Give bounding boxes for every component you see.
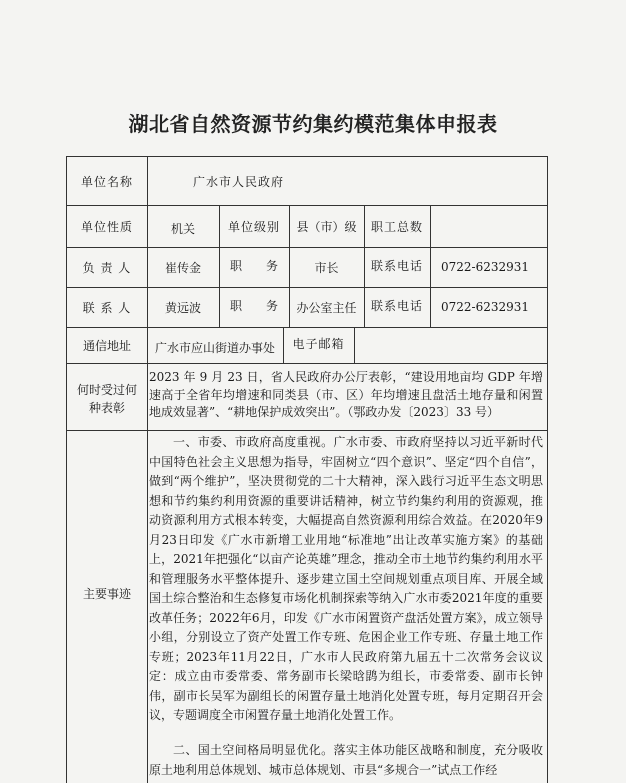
commendation-label: 何时受过何种表彰 bbox=[77, 383, 138, 415]
leader-post-label: 职 务 bbox=[229, 258, 278, 273]
leader-phone-value: 0722-6232931 bbox=[441, 260, 530, 274]
unit-nature-label: 单位性质 bbox=[80, 219, 133, 234]
address-value: 广水市应山街道办事处 bbox=[154, 340, 275, 355]
contact-post-label: 职 务 bbox=[229, 298, 278, 313]
unit-nature-value: 机关 bbox=[170, 221, 195, 236]
contact-value: 黄远波 bbox=[164, 300, 201, 315]
contact-post-value: 办公室主任 bbox=[296, 300, 357, 315]
main-deeds-label: 主要事迹 bbox=[82, 586, 131, 601]
unit-name-value: 广水市人民政府 bbox=[193, 174, 285, 189]
contact-phone-label: 联系电话 bbox=[370, 298, 423, 313]
contact-label: 联 系 人 bbox=[82, 300, 132, 315]
unit-level-label: 单位级别 bbox=[227, 219, 280, 234]
staff-total-label: 职工总数 bbox=[370, 219, 423, 234]
main-deeds-paragraph: 二、国土空间格局明显优化。落实主体功能区战略和制度，充分吸收原土地利用总体规划、城市总体规划、市县“多规合一”试点工作经 bbox=[149, 743, 543, 777]
form-title: 湖北省自然资源节约集约模范集体申报表 bbox=[128, 112, 498, 136]
address-label: 通信地址 bbox=[82, 338, 131, 353]
unit-name-label: 单位名称 bbox=[80, 174, 133, 189]
leader-value: 崔传金 bbox=[164, 260, 201, 275]
leader-label: 负 责 人 bbox=[82, 260, 132, 275]
application-form-table bbox=[66, 156, 548, 783]
staff-total-value bbox=[430, 205, 547, 247]
row-divider bbox=[67, 363, 547, 364]
contact-phone-value: 0722-6232931 bbox=[441, 300, 530, 314]
unit-level-value: 县（市）级 bbox=[296, 219, 357, 234]
email-label: 电子邮箱 bbox=[292, 336, 345, 351]
leader-phone-label: 联系电话 bbox=[370, 258, 423, 273]
row-divider bbox=[67, 430, 547, 431]
email-value bbox=[354, 327, 547, 363]
commendation-value: 2023 年 9 月 23 日，省人民政府办公厅表彰，“建设用地亩均 GDP 年增速高于全省年均增速和同类县（市、区）年均增速且盘活土地存量和闲置地成效显著”、“耕地保护成效突出”。（鄂政办发〔2023〕33 号） bbox=[149, 370, 543, 419]
main-deeds-paragraph: 一、市委、市政府高度重视。广水市委、市政府坚持以习近平新时代中国特色社会主义思想为指导，牢固树立“四个意识”、坚定“四个自信”，做到“两个维护”，坚决贯彻党的二十大精神，深入践行习近平生态文明思想和节约集约利用资源的重要讲话精神，树立节约集约利用的资源观，推动资源利用方式根本转变，大幅提高自然资源利用综合效益。在2020年9月23日印发《广水市新增工业用地“标准地”出让改革实施方案》的基础上，2021年把强化“以亩产论英雄”理念，推动全市土地节约集约利用水平和管理服务水平整体提升、逐步建立国土空间规划重点项目库、开展全域国土综合整治和生态修复市场化机制探索等纳入广水市委2021年度的重要改革任务；2022年6月，印发《广水市闲置资产盘活处置方案》，成立领导小组，分别设立了资产处置工作专班、危困企业工作专班、存量土地工作专班；2023年11月22日，广水市人民政府第九届五十二次常务会议议定：成立由市委常委、常务副市长梁晗鹍为组长，市委常委、副市长钟伟，副市长吴军为副组长的闲置存量土地消化处置专班，每月定期召开会议，专题调度全市闲置存量土地消化处置工作。 bbox=[149, 435, 543, 722]
leader-post-value: 市长 bbox=[314, 260, 339, 275]
